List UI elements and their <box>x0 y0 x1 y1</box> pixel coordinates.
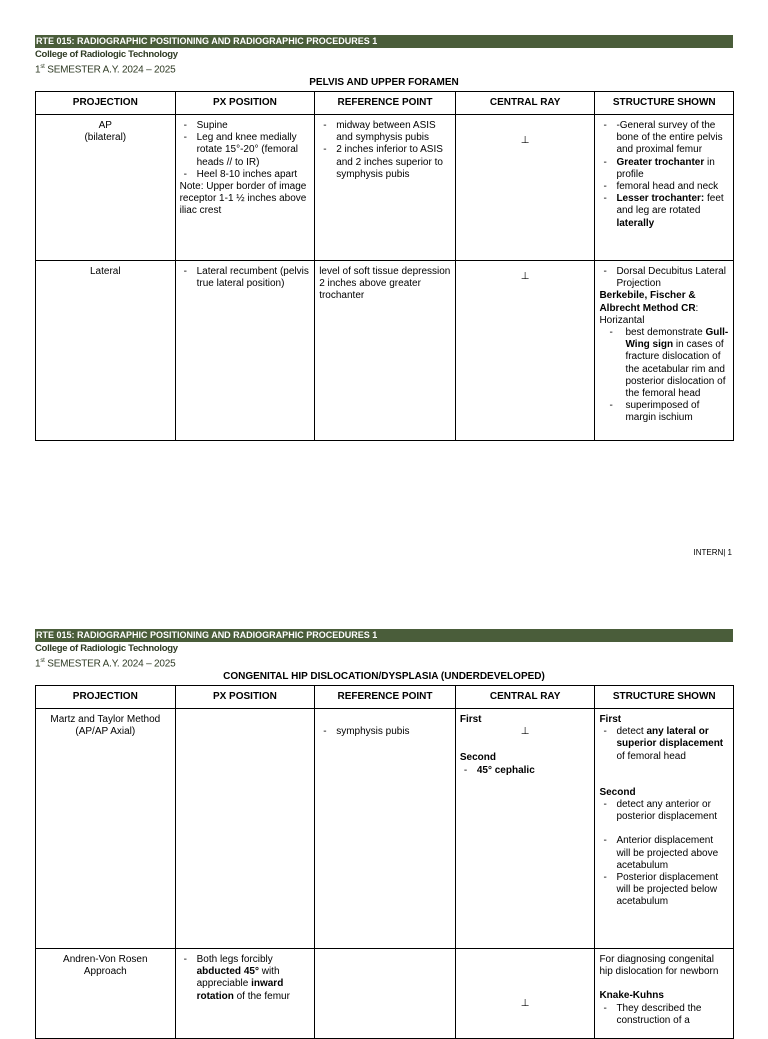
projection-cell: Martz and Taylor Method (AP/AP Axial) <box>36 709 176 949</box>
central-ray-cell <box>455 261 595 441</box>
reference-point-cell: - midway between ASIS and symphysis pubis - 2 inches inferior to ASIS and 2 inches superior to symphysis pubis <box>315 115 456 261</box>
college-name: College of Radiologic Technology <box>35 643 178 654</box>
perpendicular-symbol: ⊥ <box>520 998 530 1009</box>
column-header: REFERENCE POINT <box>315 92 456 115</box>
central-ray-cell <box>455 949 595 1039</box>
table-header-row <box>36 686 734 709</box>
structure-shown-cell: - Dorsal Decubitus Lateral Projection Berkebile, Fischer & Albrecht Method CR: Horizantal - best demonstrate Gull-Wing sign in cases of fracture dislocation of the acetabular rim and posterior dislocation of the femoral head - superimposed of margin ischium <box>595 261 734 441</box>
structure-shown-cell: - -General survey of the bone of the entire pelvis and proximal femur - Greater trochanter in profile - femoral head and neck - Lesser trochanter: feet and leg are rotated laterally <box>595 115 734 261</box>
column-header: STRUCTURE SHOWN <box>595 686 734 709</box>
table-header-row <box>36 92 734 115</box>
college-name: College of Radiologic Technology <box>35 49 178 60</box>
table-row <box>36 261 734 441</box>
structure-shown-cell: For diagnosing congenital hip dislocation for newborn Knake-Kuhns - They described the construction of a <box>595 949 734 1039</box>
projection-cell: Andren-Von Rosen Approach <box>36 949 176 1039</box>
column-header: REFERENCE POINT <box>315 686 456 709</box>
section-title: PELVIS AND UPPER FORAMEN <box>309 77 459 88</box>
page-footer: INTERN| 1 <box>693 548 732 557</box>
perpendicular-symbol: ⊥ <box>520 726 530 738</box>
projection-cell: Lateral <box>36 261 176 441</box>
column-header: PROJECTION <box>36 92 176 115</box>
column-header: PX POSITION <box>175 92 315 115</box>
document-page-2 <box>0 594 768 1024</box>
central-ray-cell: First ⊥ Second - 45° cephalic <box>455 709 595 949</box>
semester-line: 1st SEMESTER A.Y. 2024 – 2025 <box>35 658 176 670</box>
procedure-table <box>35 91 734 441</box>
column-header: STRUCTURE SHOWN <box>595 92 734 115</box>
table-row <box>36 115 734 261</box>
table-row <box>36 949 734 1039</box>
column-header: PROJECTION <box>36 686 176 709</box>
structure-shown-cell: First - detect any lateral or superior displacement of femoral head Second - detect any anterior or posterior displacement - Anterior displacement will be projected above acetabulum - Posterior displacement will be projected below acetabulum <box>595 709 734 949</box>
projection-cell: AP (bilateral) <box>36 115 176 261</box>
course-header-bar: RTE 015: RADIOGRAPHIC POSITIONING AND RADIOGRAPHIC PROCEDURES 1 <box>35 35 733 48</box>
perpendicular-symbol: ⊥ <box>520 135 530 146</box>
section-title: CONGENITAL HIP DISLOCATION/DYSPLASIA (UNDERDEVELOPED) <box>223 671 545 682</box>
central-ray-cell <box>455 115 595 261</box>
reference-point-cell: level of soft tissue depression 2 inches above greater trochanter <box>315 261 456 441</box>
column-header: PX POSITION <box>175 686 315 709</box>
px-note: Note: Upper border of image receptor 1-1 ½ inches above iliac crest <box>179 181 307 217</box>
reference-point-cell <box>315 949 456 1039</box>
px-position-cell: - Lateral recumbent (pelvis true lateral position) <box>175 261 315 441</box>
perpendicular-symbol: ⊥ <box>520 271 530 282</box>
px-position-cell: - Both legs forcibly abducted 45° with appreciable inward rotation of the femur <box>175 949 315 1039</box>
px-position-cell: - Supine - Leg and knee medially rotate 15°-20° (femoral heads // to IR) - Heel 8-10 inches apart Note: Upper border of image receptor 1-1 ½ inches above iliac crest <box>175 115 315 261</box>
px-position-cell <box>175 709 315 949</box>
procedure-table <box>35 685 734 1039</box>
column-header: CENTRAL RAY <box>455 686 595 709</box>
column-header: CENTRAL RAY <box>455 92 595 115</box>
reference-point-cell: - symphysis pubis <box>315 709 456 949</box>
course-header-bar: RTE 015: RADIOGRAPHIC POSITIONING AND RADIOGRAPHIC PROCEDURES 1 <box>35 629 733 642</box>
semester-line: 1st SEMESTER A.Y. 2024 – 2025 <box>35 64 176 76</box>
table-row <box>36 709 734 949</box>
